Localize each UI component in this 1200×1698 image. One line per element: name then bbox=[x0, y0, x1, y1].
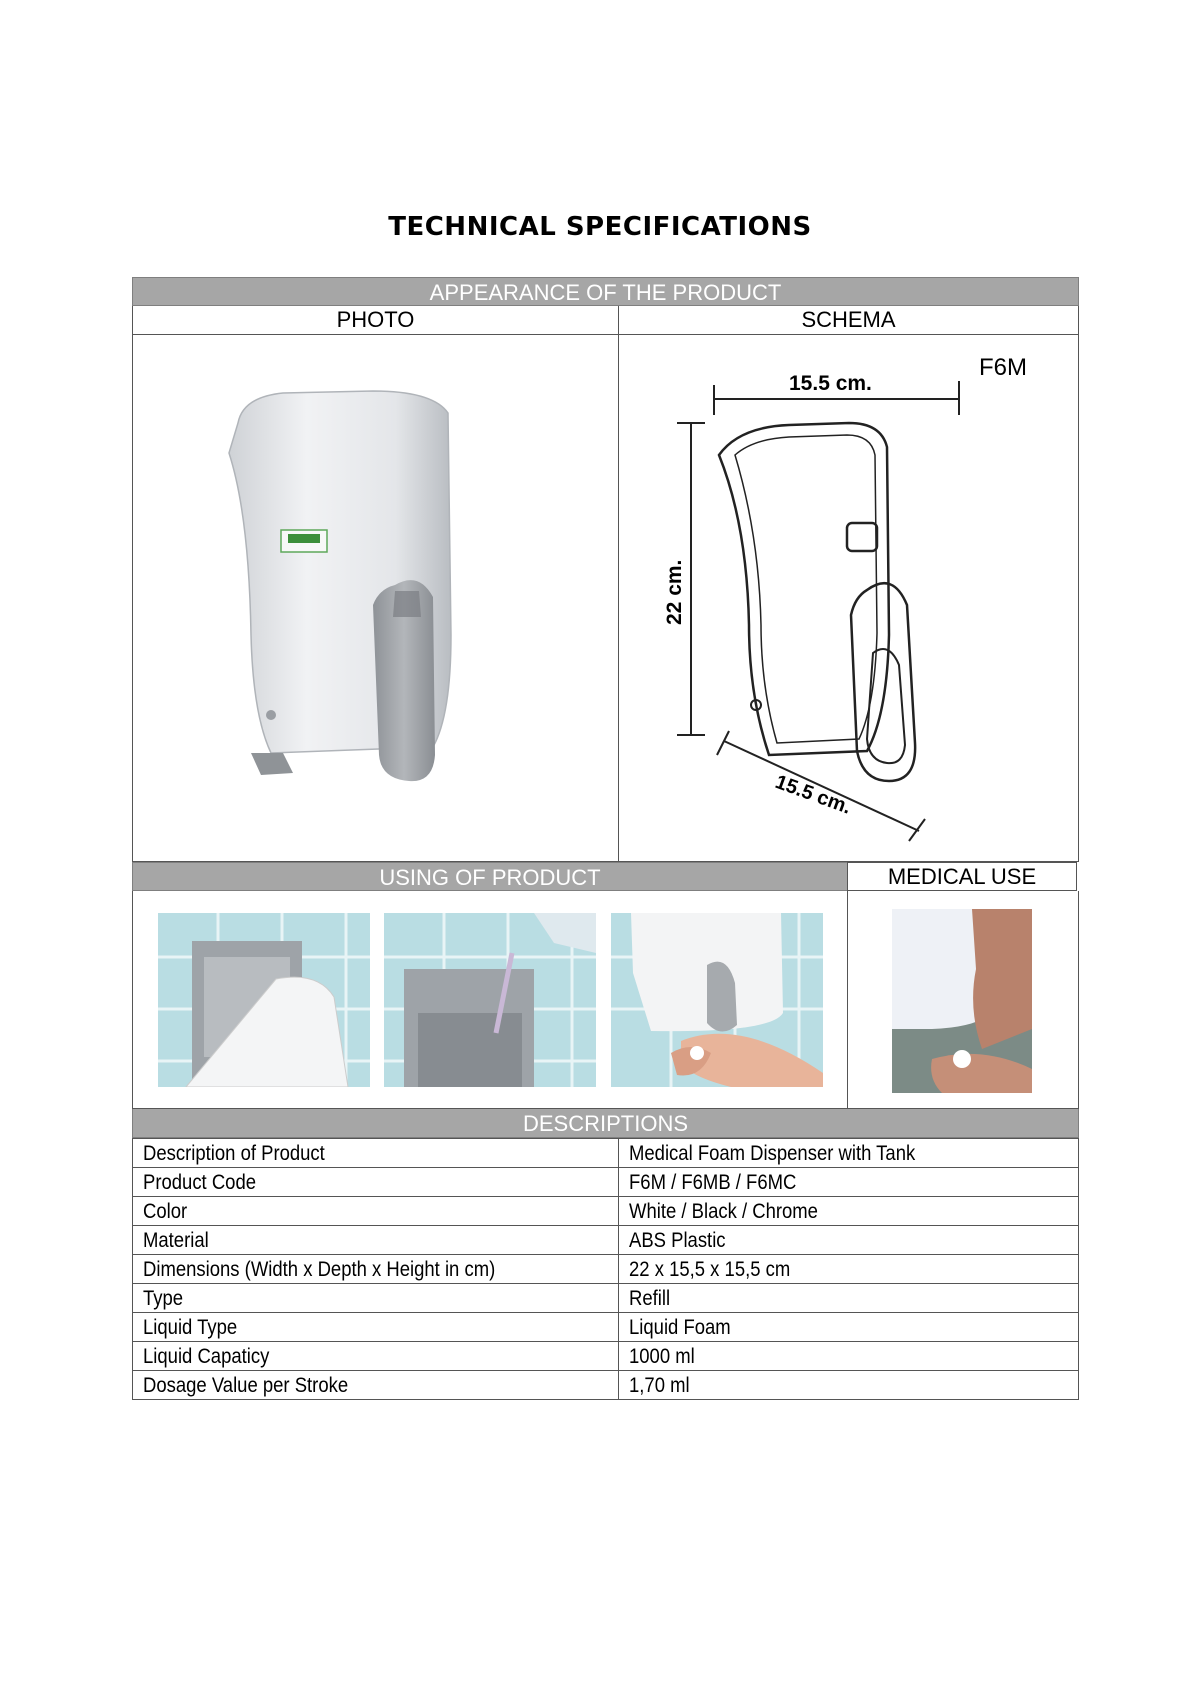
table-row bbox=[133, 1342, 1079, 1371]
row-label: Liquid Capaticy bbox=[143, 1344, 270, 1368]
appearance-image-row bbox=[132, 335, 1079, 862]
row-label: Liquid Type bbox=[143, 1315, 238, 1339]
using-images-cell bbox=[133, 891, 848, 1108]
schema-width-label: 15.5 cm. bbox=[789, 372, 872, 395]
descriptions-table bbox=[132, 1138, 1079, 1400]
row-label: Material bbox=[143, 1228, 209, 1252]
row-label: Dimensions (Width x Depth x Height in cm) bbox=[143, 1257, 496, 1281]
row-label: Dosage Value per Stroke bbox=[143, 1373, 349, 1397]
schema-height-label: 22 cm. bbox=[663, 559, 686, 625]
row-value: Medical Foam Dispenser with Tank bbox=[629, 1141, 916, 1165]
photo-header: PHOTO bbox=[133, 306, 619, 334]
row-value: F6M / F6MB / F6MC bbox=[629, 1170, 797, 1194]
brand-logo bbox=[288, 534, 320, 543]
medical-use-image bbox=[892, 909, 1032, 1093]
row-value: White / Black / Chrome bbox=[629, 1199, 818, 1223]
using-band: USING OF PRODUCT bbox=[132, 862, 847, 891]
descriptions-band: DESCRIPTIONS bbox=[132, 1109, 1079, 1138]
table-row bbox=[133, 1255, 1079, 1284]
medical-use-header: MEDICAL USE bbox=[847, 862, 1077, 891]
table-row bbox=[133, 1168, 1079, 1197]
product-photo bbox=[133, 335, 619, 861]
using-step-2-image bbox=[384, 913, 596, 1087]
table-row bbox=[133, 1197, 1079, 1226]
schema-model-label: F6M bbox=[979, 354, 1027, 381]
row-value: 1000 ml bbox=[629, 1344, 695, 1368]
row-label: Product Code bbox=[143, 1170, 257, 1194]
schema-cell bbox=[619, 335, 1078, 861]
table-row bbox=[133, 1284, 1079, 1313]
using-images-row bbox=[132, 891, 1079, 1109]
using-step-3-image bbox=[611, 913, 823, 1087]
row-label: Color bbox=[143, 1199, 188, 1223]
row-value: Liquid Foam bbox=[629, 1315, 731, 1339]
appearance-header-row bbox=[132, 306, 1079, 335]
using-step-1-image bbox=[158, 913, 370, 1087]
page-title: TECHNICAL SPECIFICATIONS bbox=[388, 212, 812, 242]
spec-sheet bbox=[132, 277, 1079, 1400]
product-photo-cell bbox=[133, 335, 619, 861]
appearance-band: APPEARANCE OF THE PRODUCT bbox=[132, 277, 1079, 306]
product-schema-drawing bbox=[619, 335, 1078, 861]
medical-use-cell bbox=[848, 891, 1078, 1108]
schema-header: SCHEMA bbox=[801, 307, 896, 332]
row-value: ABS Plastic bbox=[629, 1228, 726, 1252]
row-value: 1,70 ml bbox=[629, 1373, 690, 1397]
table-row bbox=[133, 1226, 1079, 1255]
row-value: 22 x 15,5 x 15,5 cm bbox=[629, 1257, 791, 1281]
table-row bbox=[133, 1139, 1079, 1168]
row-label: Type bbox=[143, 1286, 184, 1310]
table-row bbox=[133, 1371, 1079, 1400]
using-band-row bbox=[132, 862, 1079, 891]
table-row bbox=[133, 1313, 1079, 1342]
row-label: Description of Product bbox=[143, 1141, 325, 1165]
row-value: Refill bbox=[629, 1286, 671, 1310]
schema-depth-label: 15.5 cm. bbox=[772, 771, 855, 819]
